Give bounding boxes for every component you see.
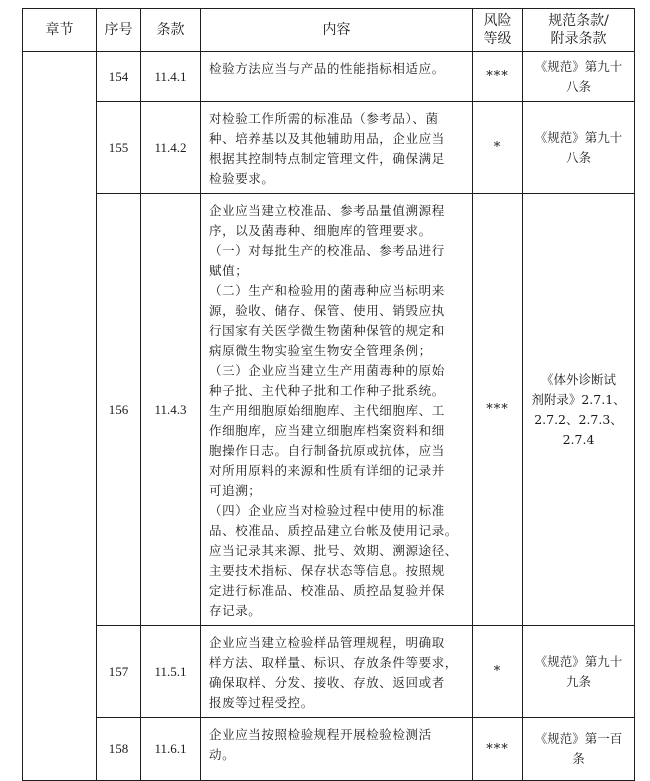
- header-risk: [473, 9, 523, 52]
- header-seq: 序号: [97, 9, 141, 52]
- ref-cell: [523, 102, 635, 194]
- ref-line: 《规范》第九十: [534, 653, 623, 669]
- risk-cell: ***: [473, 194, 523, 626]
- content-line: 赋值；: [209, 263, 249, 278]
- table-row: [23, 626, 635, 718]
- risk-cell: ***: [473, 52, 523, 102]
- ref-line: 2.7.4: [562, 431, 595, 447]
- content-line: 样方法、取样量、标识、存放条件等要求，: [209, 655, 458, 670]
- risk-cell: ***: [473, 718, 523, 781]
- content-line: 病原微生物实验室生物安全管理条例；: [209, 343, 432, 358]
- content-line: 生产用细胞原始细胞库、主代细胞库、工: [209, 403, 445, 418]
- content-line: 存记录。: [209, 603, 262, 618]
- content-cell: [201, 626, 473, 718]
- content-line: 企业应当建立检验样品管理规程，明确取: [209, 635, 445, 650]
- ref-line: 《规范》第一百: [534, 731, 623, 746]
- header-ref: [523, 9, 635, 52]
- ref-line: 2.7.2、2.7.3、: [534, 411, 623, 427]
- header-risk-line1: 风险: [483, 13, 512, 29]
- ref-line: 八条: [565, 78, 591, 94]
- regulation-table: [22, 8, 635, 781]
- content-cell: [201, 102, 473, 194]
- content-line: 种子批、主代种子批和工作种子批系统。: [209, 383, 445, 398]
- content-line: 动。: [209, 747, 236, 762]
- content-line: 序，以及菌毒种、细胞库的管理要求。: [209, 223, 432, 238]
- content-line: 检验方法应当与产品的性能指标相适应。: [209, 61, 445, 76]
- table-row: [23, 194, 635, 626]
- clause-cell: 11.4.3: [141, 194, 201, 626]
- clause-cell: 11.4.2: [141, 102, 201, 194]
- content-line: 对检验工作所需的标准品（参考品）、菌: [209, 111, 439, 126]
- header-ref-line1: 规范条款/: [548, 13, 609, 29]
- content-line: 作细胞库，应当建立细胞库档案资料和细: [209, 423, 445, 438]
- table-row: [23, 718, 635, 781]
- content-line: 检验要求。: [209, 171, 275, 186]
- content-line: 可追溯；: [209, 483, 262, 498]
- clause-cell: 11.4.1: [141, 52, 201, 102]
- ref-cell: [523, 718, 635, 781]
- content-line: （三）企业应当建立生产用菌毒种的原始: [209, 363, 445, 378]
- content-line: 报废等过程受控。: [209, 695, 314, 710]
- content-cell: [201, 52, 473, 102]
- ref-cell: [523, 626, 635, 718]
- content-line: 胞操作日志。自行制备抗原或抗体，应当: [209, 443, 445, 458]
- header-risk-line2: 等级: [483, 31, 512, 47]
- table-row: [23, 52, 635, 102]
- content-line: 根据其控制特点制定管理文件，确保满足: [209, 151, 445, 166]
- content-line: 品、校准品、质控品建立台帐及使用记录。: [209, 523, 458, 538]
- content-line: 主要技术指标、保存状态等信息。按照规: [209, 563, 445, 578]
- content-line: 应当记录其来源、批号、效期、溯源途径、: [209, 543, 458, 558]
- clause-cell: 11.5.1: [141, 626, 201, 718]
- seq-cell: 155: [97, 102, 141, 194]
- ref-line: 九条: [565, 673, 591, 689]
- content-line: 行国家有关医学微生物菌种保管的规定和: [209, 323, 445, 338]
- risk-cell: *: [473, 102, 523, 194]
- seq-cell: 157: [97, 626, 141, 718]
- content-line: 源，验收、储存、保管、使用、销毁应执: [209, 303, 445, 318]
- content-line: （四）企业应当对检验过程中使用的标准: [209, 503, 445, 518]
- ref-line: 条: [572, 751, 585, 766]
- clause-cell: 11.6.1: [141, 718, 201, 781]
- header-clause: 条款: [141, 9, 201, 52]
- header-chapter: 章节: [23, 9, 97, 52]
- content-line: 种、培养基以及其他辅助用品，企业应当: [209, 131, 445, 146]
- header-ref-line2: 附录条款: [550, 31, 607, 47]
- seq-cell: 156: [97, 194, 141, 626]
- content-cell: [201, 194, 473, 626]
- ref-line: 《规范》第九十: [534, 129, 623, 145]
- risk-cell: *: [473, 626, 523, 718]
- table-row: [23, 102, 635, 194]
- content-line: （二）生产和检验用的菌毒种应当标明来: [209, 283, 445, 298]
- ref-line: 《规范》第九十: [534, 58, 623, 74]
- content-line: 企业应当建立校准品、参考品量值溯源程: [209, 203, 445, 218]
- content-line: 定进行标准品、校准品、质控品复验并保: [209, 583, 445, 598]
- seq-cell: 158: [97, 718, 141, 781]
- ref-cell: [523, 52, 635, 102]
- content-line: 确保取样、分发、接收、存放、返回或者: [209, 675, 445, 690]
- header-row: [23, 9, 635, 52]
- content-cell: [201, 718, 473, 781]
- ref-line: 《体外诊断试: [540, 371, 616, 387]
- ref-line: 剂附录》2.7.1、: [531, 391, 626, 407]
- content-line: 企业应当按照检验规程开展检验检测活: [209, 727, 432, 742]
- content-line: 对所用原料的来源和性质有详细的记录并: [209, 463, 445, 478]
- ref-cell: [523, 194, 635, 626]
- chapter-cell: [23, 52, 97, 781]
- content-line: （一）对每批生产的校准品、参考品进行: [209, 243, 445, 258]
- seq-cell: 154: [97, 52, 141, 102]
- header-content: 内容: [201, 9, 473, 52]
- ref-line: 八条: [565, 149, 591, 165]
